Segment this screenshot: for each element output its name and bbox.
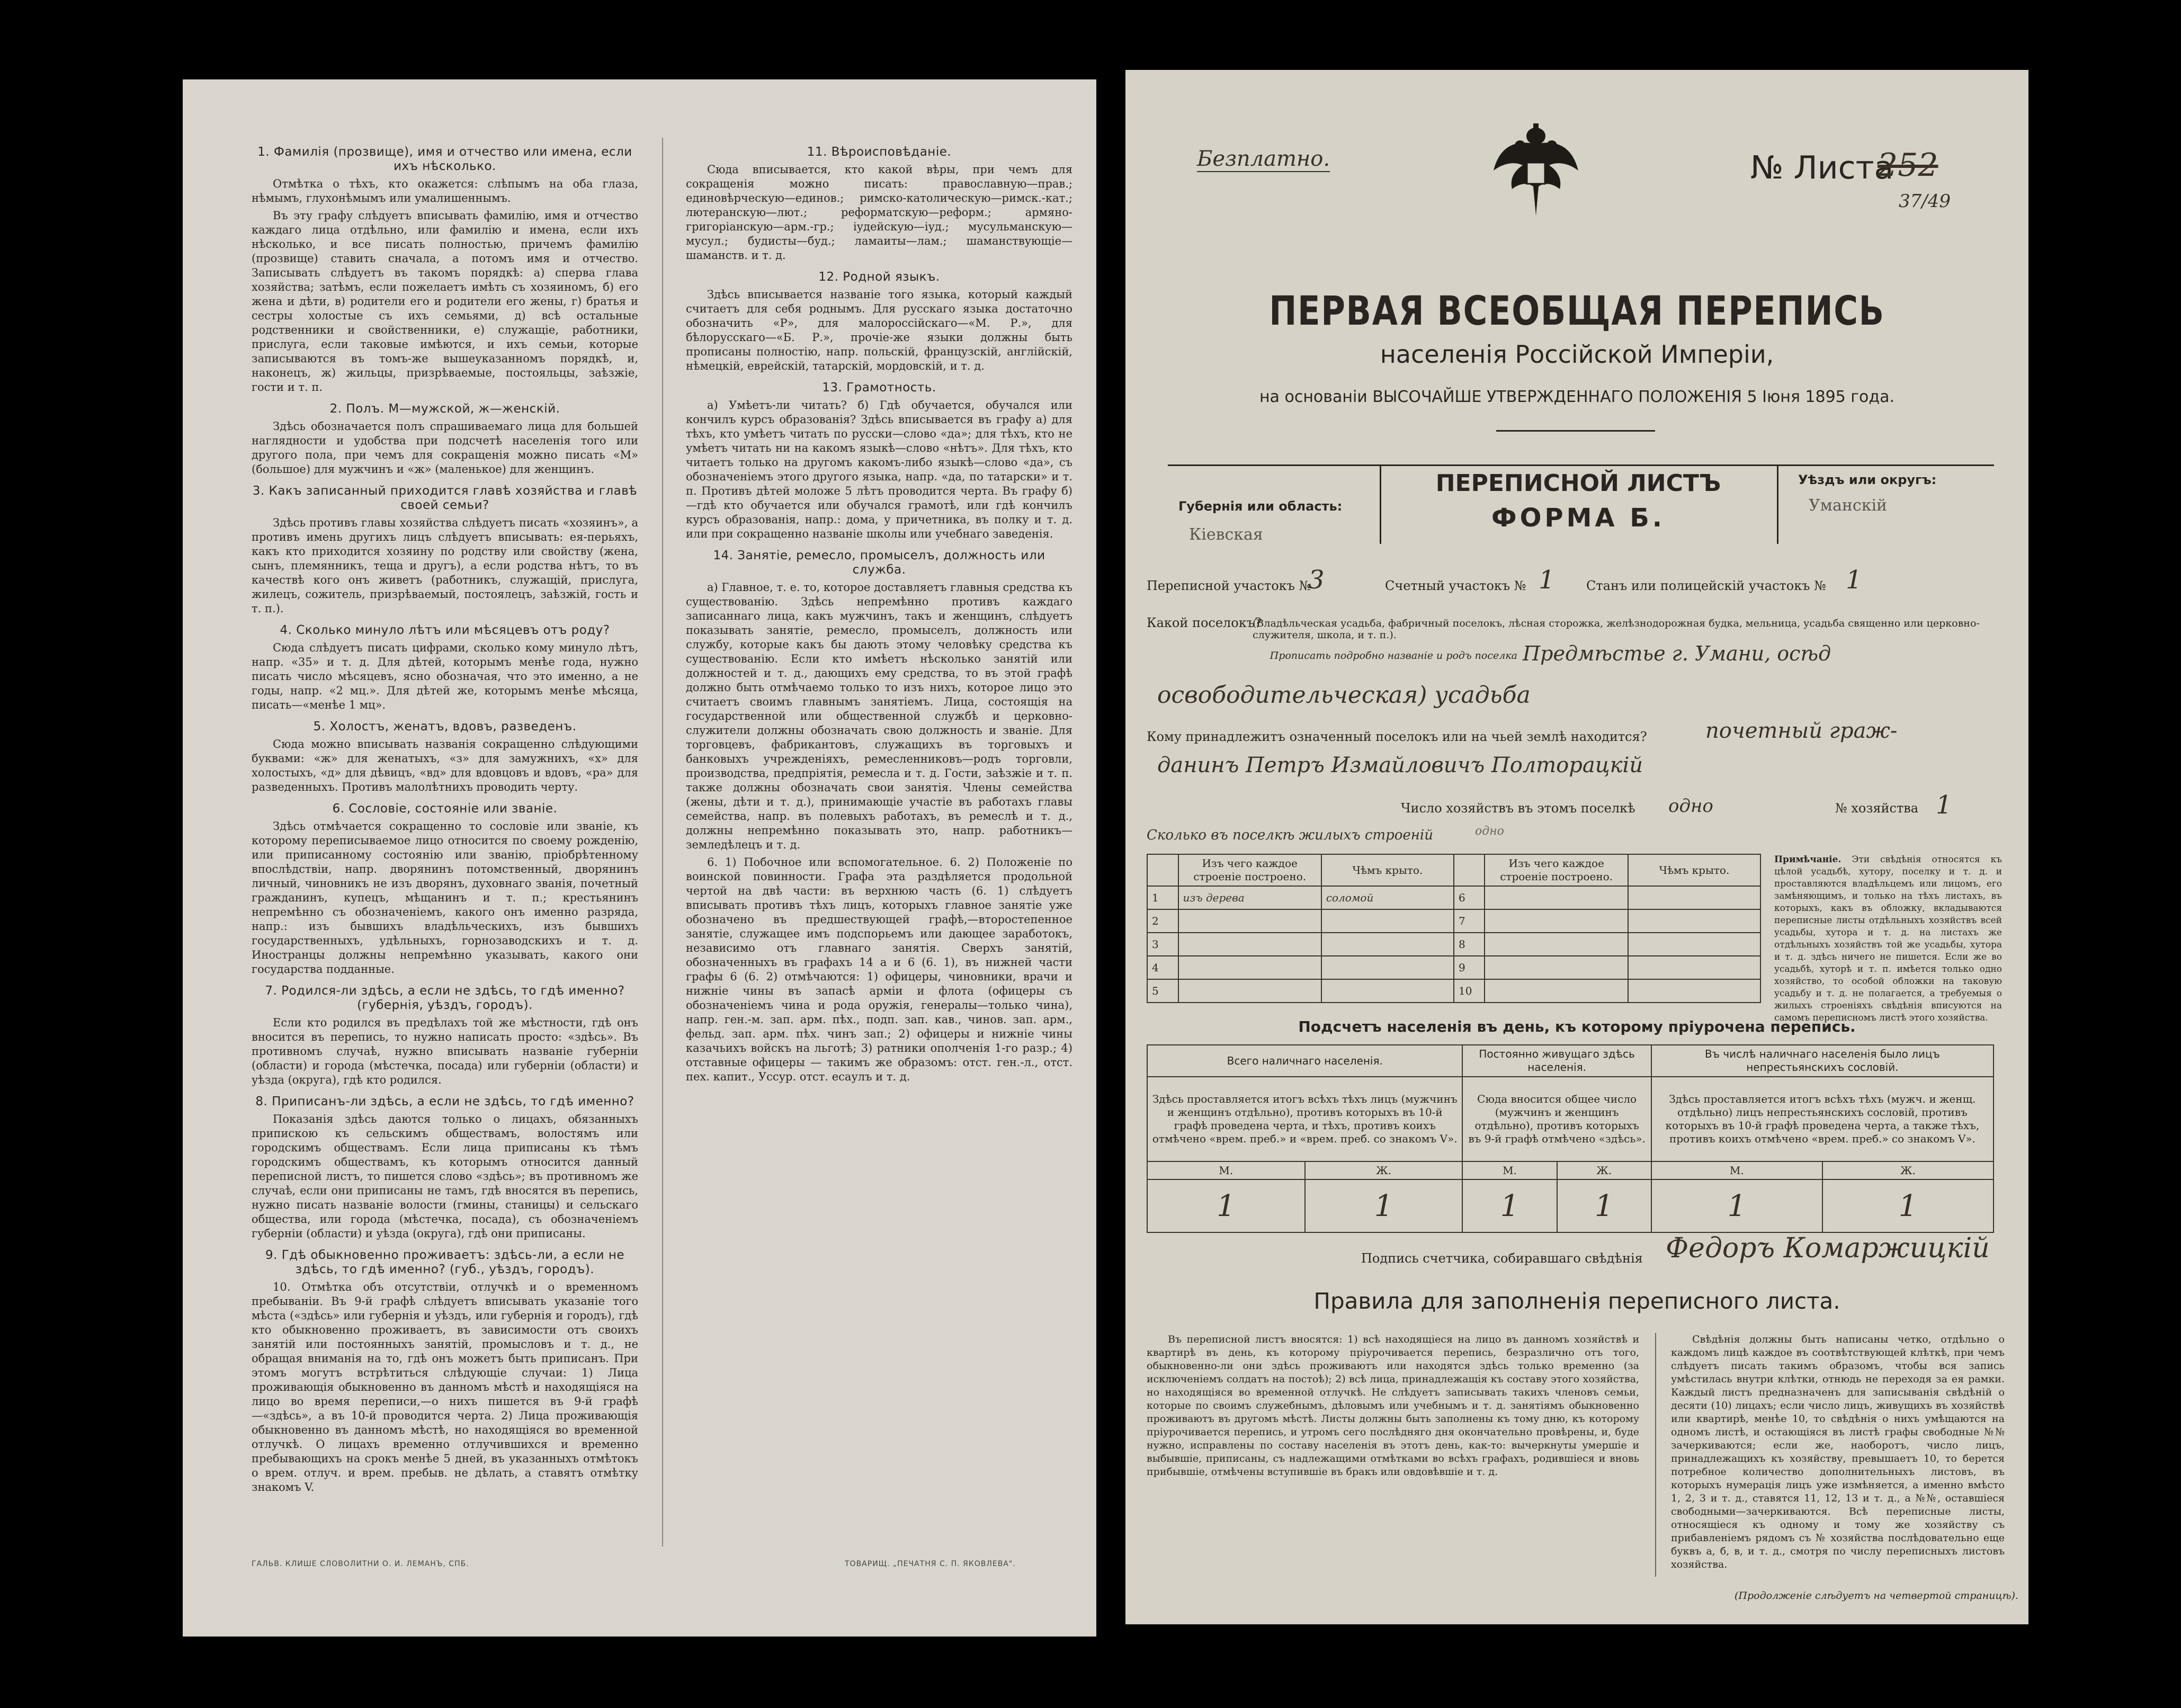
- bt-roof: [1628, 979, 1760, 1003]
- bt-num: 10: [1454, 979, 1485, 1003]
- title-divider: [1496, 430, 1655, 432]
- count-value: 1: [1147, 1179, 1305, 1232]
- instruction-paragraph: Сюда вписывается, кто какой вѣры, при чемъ для сокращенія можно писать: православную—прав.; единовѣрческую—единов.; римско-католическую—римск.-кат.; лютеранскую—лют.; реформатскую—реформ.; армяно-григоріанскую—арм.-гр.; іудейскую—іуд.; мусульманскую—мусул.; будисты—буд.; ламаиты—лам.; шаманствующіе—шаманств. и т. д.: [686, 163, 1072, 262]
- buildings-note-text: Эти свѣдѣнія относятся къ цѣлой усадьбѣ, хутору, поселку и т. д. и проставляются владѣльцемъ или лицомъ, его замѣняющимъ, и только на тѣхъ листахъ, въ которыхъ, какъ въ обложку, вкладываются переписные листы отдѣльныхъ хозяйствъ всей усадьбы, хутора и т. д. на листахъ же отдѣльныхъ хозяйствъ той же усадьбы, хутора и т. д. здѣсь ничего не пишется. Если же во усадьбѣ, хуторѣ и т. п. имѣется только одно хозяйство, то особой обложки на таковую усадьбу и т. д. не полагается, а требуемыя о жилыхъ строеніяхъ свѣдѣнія вписуются на самомъ переписномъ листѣ этого хозяйства.: [1774, 854, 2002, 1023]
- left-page-instructions: [183, 79, 1096, 1637]
- count-column-head: Постоянно живущаго здѣсь населенія.: [1462, 1045, 1651, 1077]
- instruction-heading: 2. Полъ. М—мужской, ж—женскій.: [329, 402, 560, 416]
- buildings-label: Сколько въ поселкѣ жилыхъ строеній: [1147, 827, 1433, 843]
- imperial-eagle-emblem-icon: [1491, 120, 1581, 218]
- bt-roof: [1321, 909, 1454, 933]
- rules-title: Правила для заполненія переписного листа.: [1313, 1288, 1840, 1314]
- bt-roof: [1628, 956, 1760, 979]
- buildings-note: [1774, 854, 2002, 1024]
- bt-head-material-left: Изъ чего каждое строеніе построено.: [1178, 854, 1321, 886]
- male-label: М.: [1462, 1161, 1557, 1179]
- right-page-census-form: [1125, 70, 2028, 1624]
- households-count-value: одно: [1668, 795, 1713, 817]
- bt-head-num-left: [1147, 854, 1178, 886]
- population-count-table: [1147, 1044, 1994, 1233]
- bt-num: 6: [1454, 886, 1485, 909]
- settlement-value: Предмѣстье г. Умани, осѣд: [1523, 642, 1831, 665]
- count-column-description: Здѣсь проставляется итогъ всѣхъ тѣхъ лицъ (мужчинъ и женщинъ отдѣльно), противъ которыхъ въ 10-й графѣ проведена черта, и тѣхъ, противъ коихъ отмѣчено «врем. преб.» и «врем. преб. со знакомъ V».: [1147, 1077, 1462, 1161]
- census-main-title: ПЕРВАЯ ВСЕОБЩАЯ ПЕРЕПИСЬ: [1269, 287, 1885, 334]
- printer-imprint-right: ТОВАРИЩ. „ПЕЧАТНЯ С. П. ЯКОВЛЕВА".: [845, 1560, 1016, 1568]
- female-label: Ж.: [1305, 1161, 1463, 1179]
- bt-head-roof-left: Чѣмъ крыто.: [1321, 854, 1454, 886]
- rules-continuation: (Продолженіе слѣдуетъ на четвертой страницѣ).: [1735, 1590, 2018, 1602]
- count-value: 1: [1305, 1179, 1463, 1232]
- census-district-label: Переписной участокъ №: [1147, 578, 1311, 593]
- owner-value-line2: данинъ Петръ Измайловичъ Полторацкій: [1157, 753, 1643, 777]
- buildings-table-row: [1147, 933, 1760, 956]
- instruction-paragraph: Показанія здѣсь даются только о лицахъ, обязанныхъ припискою къ сельскимъ обществамъ, волостямъ или городскимъ обществамъ. Если лица приписаны къ тѣмъ городскимъ обществамъ, къ которымъ относится данный переписной листъ, то пишется слово «здѣсь»; въ противномъ же случаѣ, если они приписаны не тамъ, гдѣ вносятся въ перепись, нужно писать названіе волости (гмины, станицы) и сельскаго общества, или города (мѣстечка, посада), съ обозначеніемъ губерніи (области) и уѣзда (округа), гдѣ они приписаны.: [252, 1113, 638, 1240]
- buildings-note-head: Примѣчаніе.: [1774, 854, 1842, 865]
- bt-material: [1485, 933, 1628, 956]
- police-district-label: Станъ или полицейскій участокъ №: [1586, 578, 1826, 593]
- female-label: Ж.: [1822, 1161, 1994, 1179]
- left-instructions-column-1: [252, 138, 638, 1557]
- instruction-heading: 8. Приписанъ-ли здѣсь, а если не здѣсь, то гдѣ именно?: [255, 1095, 634, 1108]
- count-value: 1: [1651, 1179, 1822, 1232]
- settlement-value-line2: освободительческая) усадьба: [1157, 682, 1531, 709]
- left-instructions-column-2: [686, 138, 1072, 1557]
- bt-num: 8: [1454, 933, 1485, 956]
- bt-roof: [1321, 979, 1454, 1003]
- bt-head-material-right: Изъ чего каждое строеніе построено.: [1485, 854, 1628, 886]
- bt-material: [1178, 909, 1321, 933]
- rules-left-text: Въ переписной листъ вносятся: 1) всѣ находящіеся на лицо въ данномъ хозяйствѣ и квартирѣ въ день, къ которому пріурочивается перепись, безразлично отъ того, обыкновенно-ли они здѣсь проживаютъ или находятся здѣсь только временно (за исключеніемъ солдатъ на постоѣ); 2) всѣ лица, принадлежащія къ составу этого хозяйства, но находящіяся во временной отлучкѣ. Не слѣдуетъ записывать такихъ членовъ семьи, которые по своимъ служебнымъ, дѣловымъ или учебнымъ и т. д. занятіямъ обыкновенно проживаютъ въ другомъ мѣстѣ. Листы должны быть заполнены къ тому дню, къ которому пріурочивается перепись, и утромъ сего послѣдняго дня окончательно провѣрены, и, буде нужно, исправлены по составу населенія въ этотъ день, как-то: вычеркнуты умершіе и выбывшіе, приписаны, съ надлежащими отмѣтками во всѣхъ графахъ, родившіеся и вновь прибывшіе, отмѣчены вступившіе въ бракъ или овдовѣвшіе и т. д.: [1147, 1334, 1639, 1478]
- rules-right-text: Свѣдѣнія должны быть написаны четко, отдѣльно о каждомъ лицѣ каждое въ соотвѣтствующей клѣткѣ, при чемъ слѣдуетъ писать такимъ образомъ, чтобы вся запись умѣстилась внутри клѣтки, отнюдь не переходя за ея рамки. Каждый листъ предназначенъ для записыванія свѣдѣній о десяти (10) лицахъ; если число лицъ, живущихъ въ хозяйствѣ или квартирѣ, менѣе 10, то свѣдѣнія о нихъ умѣщаются на одномъ листѣ, и остающіяся въ листѣ графы свободные №№ зачеркиваются; если же, наоборотъ, число лицъ, принадлежащихъ къ хозяйству, превышаетъ 10, то берется потребное количество дополнительныхъ листовъ, въ которыхъ нумерація лицъ уже измѣняется, а именно вмѣсто 1, 2, 3 и т. д., ставятся 11, 12, 13 и т. д., а №№, оставшіеся свободными—зачеркиваются. Всѣ переписные листы, относящіеся къ одному и тому же хозяйству съ прибавленіемъ рядомъ съ № хозяйства послѣдовательно еще буквъ а, б, в, и т. д., смотря по числу переписныхъ листовъ хозяйства.: [1671, 1334, 2005, 1570]
- instruction-heading: 11. Вѣроисповѣданіе.: [807, 145, 952, 159]
- count-column-description: Здѣсь проставляется итогъ всѣхъ тѣхъ (мужч. и женщ. отдѣльно) лицъ непрестьянскихъ сословій, противъ которыхъ въ 10-й графѣ проведена черта, а также тѣхъ, противъ коихъ отмѣчено «врем. преб.» со знакомъ V».: [1651, 1077, 1994, 1161]
- bt-material: [1485, 956, 1628, 979]
- bt-head-roof-right: Чѣмъ крыто.: [1628, 854, 1760, 886]
- census-subtitle: населенія Россійской Имперіи,: [1380, 340, 1774, 369]
- instruction-heading: 9. Гдѣ обыкновенно проживаетъ: здѣсь-ли, а если не здѣсь, то гдѣ именно? (губ., уѣздъ, городъ).: [265, 1248, 625, 1276]
- count-value: 1: [1822, 1179, 1994, 1232]
- settlement-label: Какой поселокъ?: [1147, 615, 1262, 630]
- instruction-paragraph: Здѣсь вписывается названіе того языка, который каждый считаетъ для себя роднымъ. Для русскаго языка достаточно обозначить «Р», для малороссійскаго—«М. Р.», для бѣлорусскаго—«Б. Р.», прочіе-же языки должны быть прописаны полностію, напр. польскій, французскій, англійскій, нѣмецкій, еврейскій, татарскій, мордовскій, и т. д.: [686, 288, 1072, 372]
- population-count-title: Подсчетъ населенія въ день, къ которому пріурочена перепись.: [1298, 1018, 1856, 1035]
- count-column-head: Всего наличнаго населенія.: [1147, 1045, 1462, 1077]
- bt-material: [1485, 979, 1628, 1003]
- instruction-heading: 14. Занятіе, ремесло, промыселъ, должность или служба.: [713, 549, 1045, 577]
- form-subtitle: ФОРМА Б.: [1491, 503, 1666, 533]
- census-legal-basis: на основаніи ВЫСОЧАЙШЕ УТВЕРЖДЕННАГО ПОЛОЖЕНІЯ 5 Іюня 1895 года.: [1259, 388, 1895, 406]
- bt-num: 4: [1147, 956, 1178, 979]
- bt-num: 1: [1147, 886, 1178, 909]
- counting-district-label: Счетный участокъ №: [1385, 578, 1526, 593]
- instruction-heading: 13. Грамотность.: [822, 381, 936, 395]
- bt-num: 9: [1454, 956, 1485, 979]
- uezd-label: Уѣздъ или округъ:: [1798, 472, 1937, 487]
- bt-num: 5: [1147, 979, 1178, 1003]
- enumerator-signature-label: Подпись счетчика, собиравшаго свѣдѣнія: [1361, 1251, 1643, 1266]
- female-label: Ж.: [1557, 1161, 1651, 1179]
- counting-district-value: 1: [1539, 565, 1555, 595]
- instruction-paragraph: Отмѣтка о тѣхъ, кто окажется: слѣпымъ на оба глаза, нѣмымъ, глухонѣмымъ или умалишеннымъ.: [252, 177, 638, 204]
- settlement-hint: (Владѣльческая усадьба, фабричный поселокъ, лѣсная сторожка, желѣзнодорожная будка, мельница, усадьба священно или церковно-служителя, школа, и т. п.).: [1253, 618, 1980, 641]
- instruction-paragraph: 10. Отмѣтка объ отсутствіи, отлучкѣ и о временномъ пребываніи. Въ 9-й графѣ слѣдуетъ вписывать указаніе того мѣста («здѣсь» или губернія и уѣздъ, или губернія и городъ), гдѣ кто обыкновенно проживаетъ, въ зависимости отъ своихъ занятій или постоянныхъ занятій, промысловъ и т. д., не обращая вниманія на то, гдѣ онъ можетъ быть приписанъ. При этомъ могутъ встрѣтиться слѣдующіе случаи: 1) Лица проживающія обыкновенно въ данномъ мѣстѣ и находящіяся на лицо во время переписи,—о нихъ пишется въ 9-й графѣ—«здѣсь», а въ 10-й проводится черта. 2) Лица проживающія обыкновенно въ данномъ мѣстѣ, но находящіяся во временной отлучкѣ. О лицахъ временно отлучившихся и временно пребывающихъ на срокъ менѣе 5 дней, въ указанныхъ отмѣтокъ о врем. отлуч. и врем. пребыв. не дѣлать, а ставятъ отмѣтку знакомъ V.: [252, 1281, 638, 1494]
- bt-material: [1485, 909, 1628, 933]
- bt-material: изъ дерева: [1178, 886, 1321, 909]
- instruction-heading: 5. Холостъ, женатъ, вдовъ, разведенъ.: [313, 720, 577, 734]
- instruction-paragraph: Въ эту графу слѣдуетъ вписывать фамилію, имя и отчество каждаго лица отдѣльно, или фамилію и имена, если ихъ нѣсколько, и все писать полностью, причемъ фамилію (прозвище) ставить сначала, а потомъ имя и отчество. Записывать слѣдуетъ въ такомъ порядкѣ: а) сперва глава хозяйства; затѣмъ, если пожелаетъ имѣть съ хозяиномъ, б) его жена и дѣти, в) родители его и родители его жены, г) братья и сестры холостые съ ихъ семьями, д) всѣ остальные родственники и свойственники, е) служащіе, работники, прислуга, если таковые имѣются, и ихъ семьи, которые записываются въ томъ-же вышеуказанномъ порядкѣ, и, наконецъ, ж) жильцы, призрѣваемые, постояльцы, заѣзжіе, гости и т. п.: [252, 209, 638, 394]
- buildings-table: [1147, 854, 1761, 1003]
- gubernia-value: Кіевская: [1189, 525, 1263, 544]
- sheet-number-handwritten: 37/49: [1899, 191, 1951, 212]
- household-number-value: 1: [1936, 790, 1952, 820]
- printer-imprint-left: ГАЛЬВ. КЛИШЕ СЛОВОЛИТНИ О. И. ЛЕМАНЪ, СПБ.: [252, 1560, 469, 1568]
- instruction-paragraph: Здѣсь отмѣчается сокращенно то сословіе или званіе, къ которому переписываемое лицо относится по своему рожденію, или приписанному состоянію или званію, пріобрѣтенному впослѣдствіи, напр. дворянинъ потомственный, дворянинъ личный, чиновникъ не изъ дворянъ, духовнаго званія, почетный гражданинъ, купецъ, мѣщанинъ и т. п.; крестьянинъ непремѣнно съ обозначеніемъ, какого онъ именно разряда, напр.: изъ бывшихъ владѣльческихъ, изъ бывшихъ государственныхъ, удѣльныхъ, горнозаводскихъ и т. д. Иностранцы должны непремѣнно указывать, какого они государства подданные.: [252, 820, 638, 976]
- buildings-table-row: [1147, 886, 1760, 909]
- form-header-divider-right: [1777, 464, 1778, 544]
- instruction-heading: 7. Родился-ли здѣсь, а если не здѣсь, то гдѣ именно? (губернія, уѣздъ, городъ).: [265, 984, 625, 1012]
- owner-value: почетный граж-: [1705, 719, 1898, 743]
- instruction-heading: 3. Какъ записанный приходится главѣ хозяйства и главѣ своей семьи?: [252, 484, 638, 512]
- bt-roof: [1321, 933, 1454, 956]
- owner-label: Кому принадлежитъ означенный поселокъ или на чьей землѣ находится?: [1147, 729, 1647, 744]
- instruction-paragraph: Если кто родился въ предѣлахъ той же мѣстности, гдѣ онъ вносится въ перепись, то нужно написать просто: «здѣсь». Въ противномъ случаѣ, нужно вписывать названіе губерніи (области) и города (мѣстечка, посада) или губерніи (области) и уѣзда (округа), гдѣ кто родился.: [252, 1016, 638, 1086]
- enumerator-signature: Федоръ Комаржицкій: [1666, 1232, 1990, 1264]
- settlement-hint-2: Прописать подробно названіе и родъ поселка: [1270, 650, 1517, 661]
- bt-roof: [1628, 909, 1760, 933]
- column-divider: [662, 138, 663, 1546]
- bt-roof: [1628, 933, 1760, 956]
- bt-material: [1178, 979, 1321, 1003]
- instruction-heading: 1. Фамилія (прозвище), имя и отчество или имена, если ихъ нѣсколько.: [257, 145, 632, 173]
- bt-roof: [1321, 956, 1454, 979]
- free-label: Безплатно.: [1197, 147, 1330, 171]
- count-value: 1: [1557, 1179, 1651, 1232]
- instruction-paragraph: Здѣсь противъ главы хозяйства слѣдуетъ писать «хозяинъ», а противъ имень другихъ лицъ слѣдуетъ вписывать: ея-перьяхъ, какъ кто приходится хозяину по родству или свойству (жена, сынъ, племянникъ, теща и другъ), а если родства нѣтъ, то въ качествѣ кого онъ живетъ (работникъ, служащій, прислуга, жилецъ, сожитель, призрѣваемый, постоялецъ, заѣзжій, гость и т. п.).: [252, 516, 638, 615]
- bt-roof: соломой: [1321, 886, 1454, 909]
- buildings-table-row: [1147, 979, 1760, 1003]
- form-title: ПЕРЕПИСНОЙ ЛИСТЪ: [1435, 470, 1721, 497]
- bt-num: 7: [1454, 909, 1485, 933]
- count-value: 1: [1462, 1179, 1557, 1232]
- instruction-paragraph: Сюда слѣдуетъ писать цифрами, сколько кому минуло лѣтъ, напр. «35» и т. д. Для дѣтей, которымъ менѣе года, нужно писать число мѣсяцевъ, ясно обозначая, что это именно, а не годы, напр. «2 мц.». Для дѣтей же, которымъ менѣе мѣсяца, писать—«менѣе 1 мц».: [252, 641, 638, 711]
- bt-num: 3: [1147, 933, 1178, 956]
- gubernia-label: Губернія или область:: [1178, 499, 1343, 514]
- bt-num: 2: [1147, 909, 1178, 933]
- sheet-number-value: 252: [1878, 147, 1938, 184]
- instruction-paragraph: 6. 1) Побочное или вспомогательное. 6. 2) Положеніе по воинской повинности. Графа эта раздѣляется продольной чертой на двѣ части: въ верхнюю часть (6. 1) слѣдуетъ вписывать противъ тѣхъ лицъ, которыхъ главное занятіе уже обозначено въ предшествующей графѣ,—второстепенное занятіе, служащее имъ подспорьемъ или дающее заработокъ, независимо отъ главнаго занятія. Сверхъ занятій, обозначенныхъ въ графахъ 14 а и 6 (6. 1), въ нижней части графы 6 (6. 2) отмѣчаются: 1) офицеры, чиновники, врачи и нижніе чины въ запасѣ арміи и флота (офицеры съ обозначеніемъ чина и рода оружія, генералы—только чина), напр. ген.-м. зап. арм. пѣх., подп. зап. кав., чинов. зап. арм., фельд. зап. арм. пѣх. чинъ зап.; 2) офицеры и нижніе чины казачьихъ войскъ на льготѣ; 3) ратники ополченія 1-го разр.; 4) отставные офицеры — такимъ же образомъ: отст. ген.-л., отст. пех. капит., Уссур. отст. есаулъ и т. д.: [686, 856, 1072, 1083]
- sheet-number-label: № Листа: [1750, 149, 1894, 186]
- bt-material: [1485, 886, 1628, 909]
- household-number-label: № хозяйства: [1835, 801, 1919, 816]
- instruction-paragraph: Сюда можно вписывать названія сокращенно слѣдующими буквами: «ж» для женатыхъ, «з» для замужнихъ, «х» для холостыхъ, «д» для дѣвицъ, «вд» для вдовцовъ и вдовъ, «ра» для разведенныхъ. Противъ малолѣтнихъ проводить черту.: [252, 738, 638, 793]
- male-label: М.: [1147, 1161, 1305, 1179]
- police-district-value: 1: [1846, 565, 1862, 595]
- census-district-value: 3: [1308, 565, 1325, 595]
- instruction-heading: 6. Сословіе, состояніе или званіе.: [332, 802, 558, 816]
- count-column-head: Въ числѣ наличнаго населенія было лицъ непрестьянскихъ сословій.: [1651, 1045, 1994, 1077]
- male-label: М.: [1651, 1161, 1822, 1179]
- instruction-paragraph: а) Умѣетъ-ли читать? б) Гдѣ обучается, обучался или кончилъ курсъ образованія? Здѣсь вписывается въ графу а) для тѣхъ, кто умѣетъ читать по русски—слово «да»; для тѣхъ, кто не умѣетъ читать ни на какомъ языкѣ—слово «нѣтъ». Для тѣхъ, кто читаетъ только на другомъ какомъ-либо языкѣ—слово «да», съ обозначеніемъ этого другого языка, напр. «да, по татарски» и т. п. Противъ дѣтей моложе 5 лѣтъ проводится черта. Въ графу б)—гдѣ кто обучается или обучался грамотѣ, или гдѣ кончилъ курсъ образованія, напр.: дома, у причетника, въ полку и т. д. или при сокращенно названіе школы или учебнаго заведенія.: [686, 399, 1072, 540]
- instruction-paragraph: Здѣсь обозначается полъ спрашиваемаго лица для большей наглядности и удобства при подсчетѣ населенія того или другого пола, при чемъ для сокращенія можно писать «М» (большое) для мужчинъ и «ж» (маленькое) для женщинъ.: [252, 420, 638, 476]
- bt-head-num-right: [1454, 854, 1485, 886]
- count-column-description: Сюда вносится общее число (мужчинъ и женщинъ отдѣльно), противъ которыхъ въ 9-й графѣ отмѣчено «здѣсь».: [1462, 1077, 1651, 1161]
- uezd-value: Уманскій: [1809, 496, 1888, 515]
- bt-material: [1178, 933, 1321, 956]
- rules-divider: [1655, 1333, 1656, 1577]
- bt-roof: [1628, 886, 1760, 909]
- instruction-paragraph: а) Главное, т. е. то, которое доставляетъ главныя средства къ существованію. Здѣсь непремѣнно противъ каждаго записаннаго лица, какъ мужчинъ, такъ и женщинъ, слѣдуетъ показывать занятіе, ремесло, промыселъ, должность или службу, которые какъ бы дають этому человѣку средства къ существованію. Если кто имѣетъ нѣсколько занятій или должностей и т. д., дающихъ ему средства, то въ этой графѣ должно быть отмѣчаемо только то изъ нихъ, которое лицо это считаетъ своимъ главнымъ занятіемъ. Лица, состоящія на государственной или общественной службѣ и церковно-служители должны обозначать свою должность и званіе. Для торговцевъ, фабрикантовъ, служащихъ въ торговыхъ и банковыхъ учрежденіяхъ, ремесленниковъ—родъ торговли, производства, предпріятія, ремесла и т. д. Гости, заѣзжіе и т. п. также должны обозначать свои занятія. Члены семейства (жены, дѣти и т. д.), принимающіе участіе въ работахъ главы семейства, напр. въ полевыхъ работахъ, въ ремеслѣ и т. д., должны непремѣнно показывать это, напр. работникъ—земледѣлецъ и т. д.: [686, 581, 1072, 851]
- buildings-table-row: [1147, 956, 1760, 979]
- households-count-label: Число хозяйствъ въ этомъ поселкѣ: [1401, 801, 1635, 816]
- bt-material: [1178, 956, 1321, 979]
- instruction-heading: 4. Сколько минуло лѣтъ или мѣсяцевъ отъ роду?: [280, 623, 610, 637]
- buildings-table-row: [1147, 909, 1760, 933]
- instruction-heading: 12. Родной языкъ.: [818, 270, 940, 284]
- buildings-value: одно: [1475, 825, 1504, 838]
